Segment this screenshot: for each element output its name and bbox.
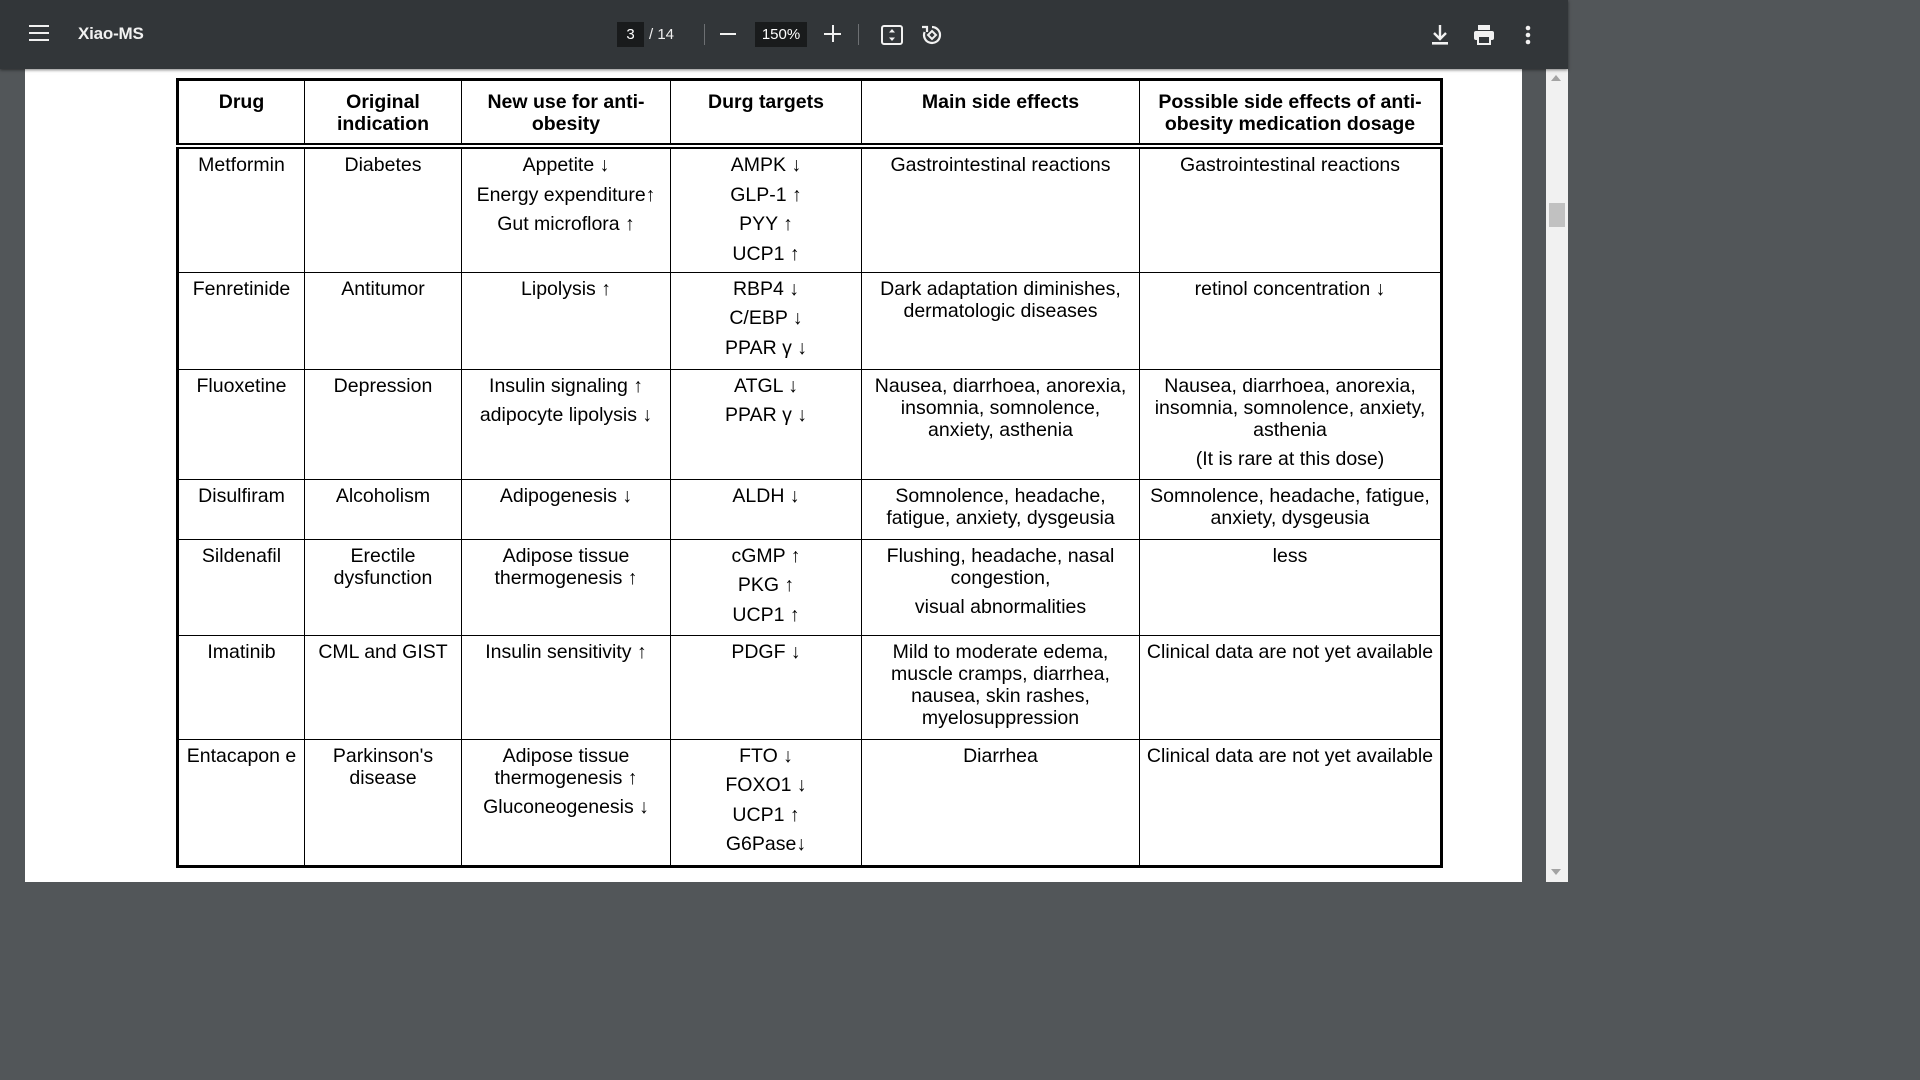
indication-cell: Diabetes [305, 146, 462, 272]
toolbar-divider [704, 24, 705, 45]
side-effects-cell [862, 146, 1140, 272]
cell-line: Gluconeogenesis ↓ [483, 796, 649, 818]
table-row [178, 146, 1442, 272]
table-row [178, 539, 1442, 635]
drug-cell [178, 739, 305, 866]
dose-effects-cell [1140, 272, 1442, 369]
rotate-icon[interactable] [920, 23, 944, 47]
cell-line: G6Pase↓ [725, 833, 807, 855]
cell-line: Nausea, diarrhoea, anorexia, insomnia, somnolence, anxiety, asthenia [1154, 374, 1426, 441]
drug-cell: Metformin [178, 146, 305, 272]
new-use-cell [462, 146, 671, 272]
cell-line: cGMP ↑ [731, 544, 801, 567]
indication-cell: CML and GIST [305, 635, 462, 739]
print-icon[interactable] [1472, 23, 1496, 47]
targets-cell [671, 369, 862, 479]
cell-line: ATGL ↓ [734, 374, 798, 397]
drug-cell: Fenretinide [178, 272, 305, 369]
cell-line: Somnolence, headache, fatigue, anxiety, dysgeusia [1150, 484, 1430, 529]
zoom-level-input[interactable]: 150% [755, 22, 807, 47]
cell-line: Entacapon e [186, 744, 297, 767]
cell-line: adipocyte lipolysis ↓ [479, 404, 653, 426]
cell-line: RBP4 ↓ [732, 277, 800, 300]
cell-line: PPAR γ ↓ [725, 404, 807, 426]
targets-cell [671, 272, 862, 369]
drug-cell: Sildenafil [178, 539, 305, 635]
cell-line: Gastrointestinal reactions [1179, 154, 1401, 176]
zoom-in-icon[interactable] [824, 25, 841, 42]
cell-line: UCP1 ↑ [732, 803, 800, 826]
dose-effects-cell [1140, 479, 1442, 539]
column-header: Possible side effects of anti-obesity medication dosage [1140, 80, 1442, 147]
new-use-cell [462, 635, 671, 739]
cell-line: FOXO1 ↓ [725, 774, 807, 796]
cell-line: PDGF ↓ [731, 640, 801, 663]
dose-effects-cell [1140, 369, 1442, 479]
table-row [178, 635, 1442, 739]
targets-cell [671, 479, 862, 539]
cell-line: PPAR γ ↓ [725, 336, 807, 359]
cell-line: GLP-1 ↑ [730, 183, 802, 206]
drug-cell: Imatinib [178, 635, 305, 739]
cell-line: PKG ↑ [737, 574, 795, 596]
scrollbar-thumb[interactable] [1549, 203, 1565, 227]
cell-line: Energy expenditure↑ [476, 183, 656, 206]
side-effects-cell [862, 272, 1140, 369]
cell-line: Diarrhea [963, 744, 1038, 767]
toolbar-divider [858, 24, 859, 45]
cell-line: Lipolysis ↑ [521, 277, 611, 300]
zoom-out-icon[interactable] [720, 33, 736, 35]
targets-cell [671, 539, 862, 635]
dose-effects-cell [1140, 739, 1442, 866]
cell-line: C/EBP ↓ [729, 307, 803, 329]
cell-line: Clinical data are not yet available [1146, 640, 1434, 663]
cell-line: Adipose tissue thermogenesis ↑ [494, 544, 638, 589]
scroll-up-arrow-icon[interactable] [1551, 75, 1561, 81]
drug-cell: Fluoxetine [178, 369, 305, 479]
indication-cell: Parkinson's disease [305, 739, 462, 866]
indication-cell: Alcoholism [305, 479, 462, 539]
table-header-row [178, 80, 1442, 147]
cell-line: UCP1 ↑ [732, 242, 800, 265]
more-options-icon[interactable] [1523, 24, 1533, 46]
dose-effects-cell [1140, 539, 1442, 635]
cell-line: Insulin sensitivity ↑ [485, 640, 647, 663]
cell-line: Adipogenesis ↓ [499, 484, 633, 507]
fit-to-page-icon[interactable] [880, 23, 904, 47]
cell-line: Gut microflora ↑ [497, 213, 635, 235]
dose-effects-cell [1140, 635, 1442, 739]
indication-cell: Antitumor [305, 272, 462, 369]
document-title: Xiao-MS [78, 24, 144, 43]
cell-line: Gastrointestinal reactions [890, 154, 1111, 176]
new-use-cell [462, 539, 671, 635]
new-use-cell [462, 739, 671, 866]
cell-line: Nausea, diarrhoea, anorexia, insomnia, somnolence, anxiety, asthenia [874, 374, 1127, 441]
table-row [178, 739, 1442, 866]
new-use-cell [462, 369, 671, 479]
column-header: New use for anti-obesity [462, 80, 671, 147]
page-total: / 14 [649, 26, 675, 43]
new-use-cell [462, 479, 671, 539]
cell-line: UCP1 ↑ [732, 603, 800, 626]
column-header: Drug [178, 80, 305, 147]
cell-line: FTO ↓ [739, 744, 793, 767]
table-row [178, 272, 1442, 369]
indication-cell: Erectile dysfunction [305, 539, 462, 635]
targets-cell [671, 739, 862, 866]
targets-cell [671, 146, 862, 272]
indication-cell: Depression [305, 369, 462, 479]
cell-line: (It is rare at this dose) [1195, 448, 1385, 470]
cell-line: PYY ↑ [739, 213, 793, 235]
cell-line: Flushing, headache, nasal congestion, [886, 544, 1115, 589]
table-row [178, 369, 1442, 479]
column-header: Original indication [305, 80, 462, 147]
targets-cell [671, 635, 862, 739]
cell-line: Appetite ↓ [522, 154, 610, 176]
cell-line: Dark adaptation diminishes, dermatologic diseases [880, 277, 1121, 322]
dose-effects-cell [1140, 146, 1442, 272]
cell-line: Clinical data are not yet available [1146, 744, 1434, 767]
side-effects-cell [862, 739, 1140, 866]
new-use-cell [462, 272, 671, 369]
cell-line: retinol concentration ↓ [1194, 277, 1386, 300]
cell-line: ALDH ↓ [732, 484, 800, 507]
side-effects-cell [862, 369, 1140, 479]
table-row [178, 479, 1442, 539]
column-header: Durg targets [671, 80, 862, 147]
scroll-down-arrow-icon[interactable] [1551, 869, 1561, 875]
side-effects-cell [862, 539, 1140, 635]
cell-line: Mild to moderate edema, muscle cramps, diarrhea, nausea, skin rashes, myelosuppression [891, 640, 1110, 729]
pdf-toolbar [0, 0, 1568, 69]
side-effects-cell [862, 635, 1140, 739]
page-number-input[interactable]: 3 [617, 22, 644, 47]
cell-line: AMPK ↓ [730, 154, 802, 176]
drug-cell: Disulfiram [178, 479, 305, 539]
side-effects-cell [862, 479, 1140, 539]
menu-icon[interactable] [29, 25, 49, 42]
cell-line: less [1272, 544, 1308, 567]
cell-line: Adipose tissue thermogenesis ↑ [494, 744, 638, 789]
column-header: Main side effects [862, 80, 1140, 147]
cell-line: visual abnormalities [914, 596, 1087, 618]
vertical-scrollbar[interactable] [1546, 69, 1568, 882]
cell-line: Somnolence, headache, fatigue, anxiety, dysgeusia [886, 484, 1115, 529]
drug-repurposing-table [176, 78, 1443, 868]
download-icon[interactable] [1429, 23, 1451, 47]
cell-line: Insulin signaling ↑ [489, 374, 643, 397]
